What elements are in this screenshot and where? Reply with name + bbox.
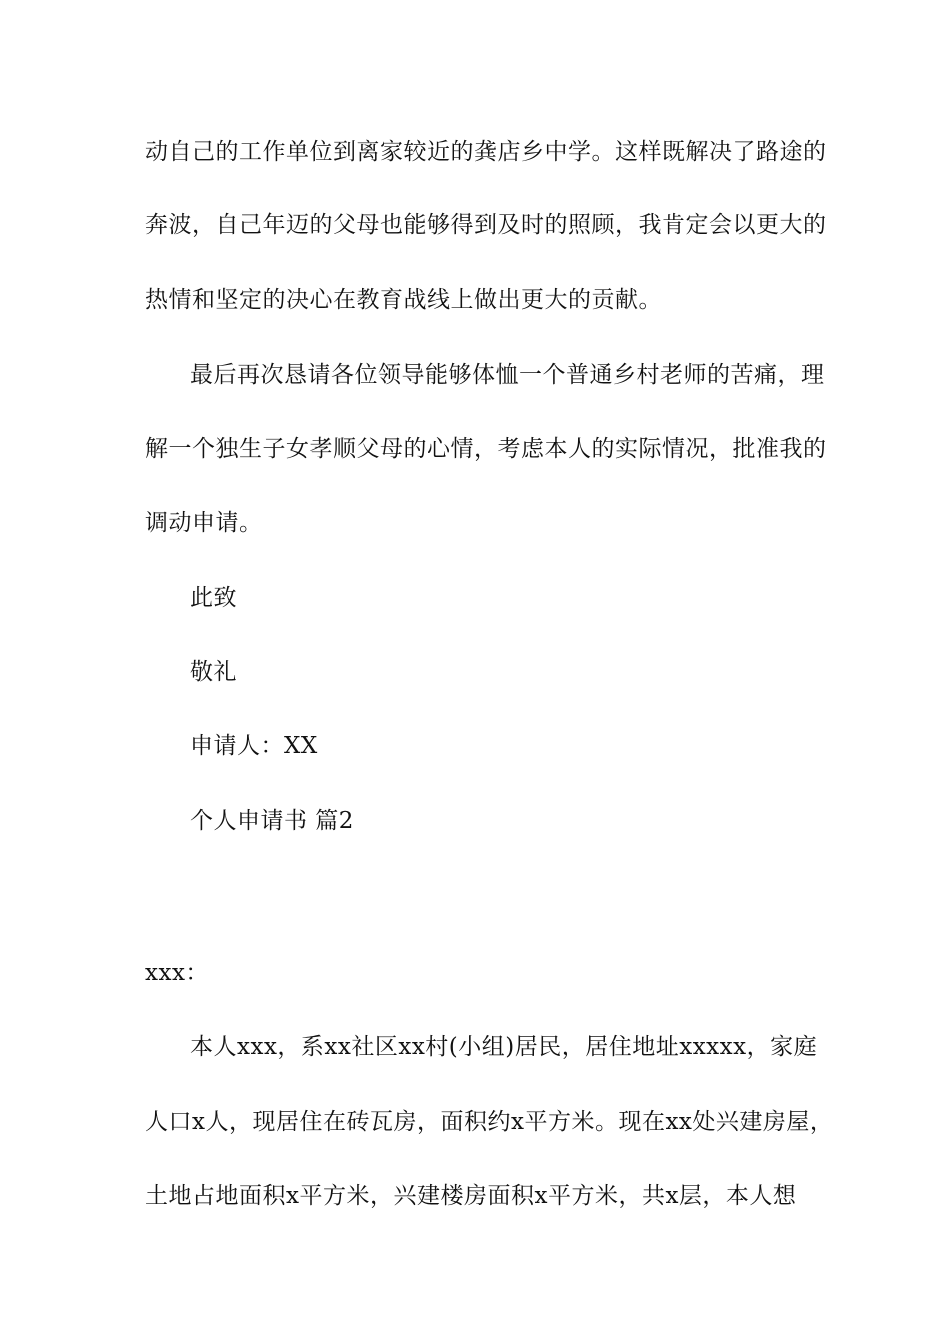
- body-text-line: 最后再次恳请各位领导能够体恤一个普通乡村老师的苦痛，理: [190, 362, 825, 388]
- closing-salutation: 此致: [190, 585, 237, 611]
- body-text-line: 土地占地面积x平方米，兴建楼房面积x平方米，共x层，本人想: [145, 1183, 797, 1209]
- closing-regards: 敬礼: [190, 659, 237, 685]
- body-text-line: 热情和坚定的决心在教育战线上做出更大的贡献。: [145, 287, 662, 313]
- body-text-line: 本人xxx，系xx社区xx村(小组)居民，居住地址xxxxx，家庭: [190, 1034, 818, 1060]
- body-text-line: 奔波，自己年迈的父母也能够得到及时的照顾，我肯定会以更大的: [145, 212, 827, 238]
- body-text-line: 人口x人，现居住在砖瓦房，面积约x平方米。现在xx处兴建房屋，: [145, 1109, 834, 1135]
- section-heading: 个人申请书 篇2: [190, 808, 354, 834]
- body-text-line: 调动申请。: [145, 510, 263, 536]
- body-text-line: 解一个独生子女孝顺父母的心情，考虑本人的实际情况，批准我的: [145, 436, 827, 462]
- applicant-signature: 申请人：XX: [190, 733, 318, 759]
- body-text-line: 动自己的工作单位到离家较近的龚店乡中学。这样既解决了路途的: [145, 139, 827, 165]
- recipient-salutation: xxx：: [145, 960, 209, 986]
